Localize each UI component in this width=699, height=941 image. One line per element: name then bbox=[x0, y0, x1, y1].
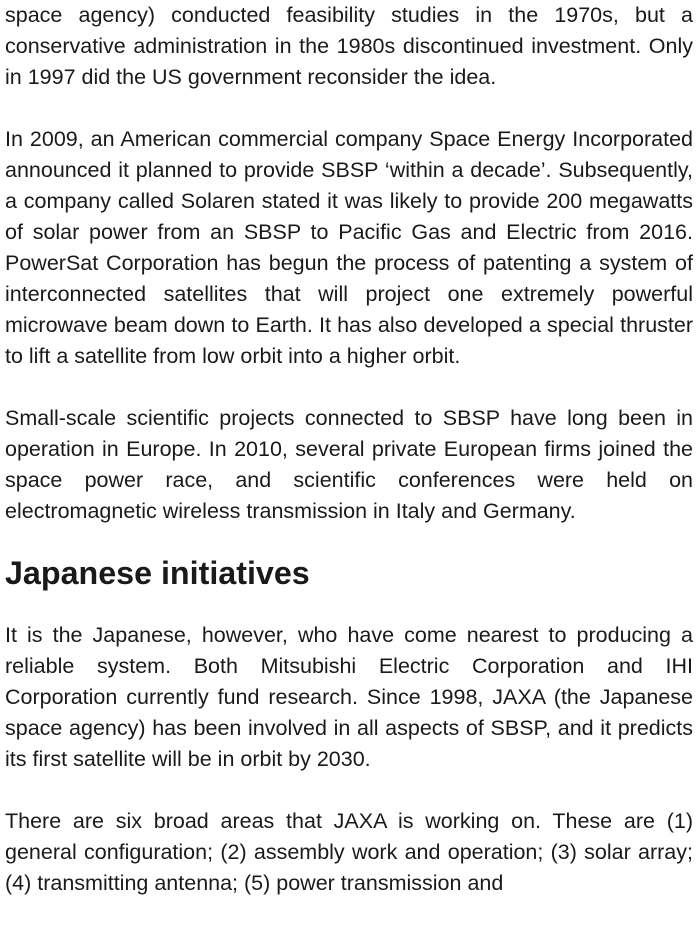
paragraph-japan: It is the Japanese, however, who have come nearest to producing a reliable system. Both Mitsubishi Electric Corporation and IHI Corporation currently fund research. Since 1998, JAXA (the Japanese space agency) has been involved in all aspects of SBSP, and it predicts its first satellite will be in orbit by 2030. bbox=[5, 622, 693, 771]
paragraph-gap bbox=[5, 775, 693, 806]
paragraph-gap bbox=[5, 93, 693, 124]
paragraph-gap bbox=[5, 527, 693, 558]
paragraph-gap bbox=[5, 372, 693, 403]
paragraph-jaxa-areas: There are six broad areas that JAXA is working on. These are (1) general configuration; (2) assembly work and operation; (3) solar array; (4) transmitting antenna; (5) power transmission and bbox=[5, 808, 693, 895]
paragraph-europe: Small-scale scientific projects connected to SBSP have long been in operation in Europe. In 2010, several private European firms joined the space power race, and scientific conferences were held on electromagnetic wireless transmission in Italy and Germany. bbox=[5, 405, 693, 523]
paragraph-us-companies: In 2009, an American commercial company Space Energy Incorporated announced it planned to provide SBSP ‘within a decade’. Subsequently, a company called Solaren stated it was likely to provide 200 megawatts of solar power from an SBSP to Pacific Gas and Electric from 2016. PowerSat Corporation has begun the process of patenting a system of interconnected satellites that will project one extremely powerful microwave beam down to Earth. It has also developed a special thruster to lift a satellite from low orbit into a higher orbit. bbox=[5, 126, 693, 368]
paragraph-us-history: space agency) conducted feasibility studies in the 1970s, but a conservative administration in the 1980s discontinued investment. Only in 1997 did the US government reconsider the idea. bbox=[5, 2, 693, 89]
section-heading: Japanese initiatives bbox=[5, 554, 310, 591]
paragraph-gap bbox=[5, 589, 693, 620]
